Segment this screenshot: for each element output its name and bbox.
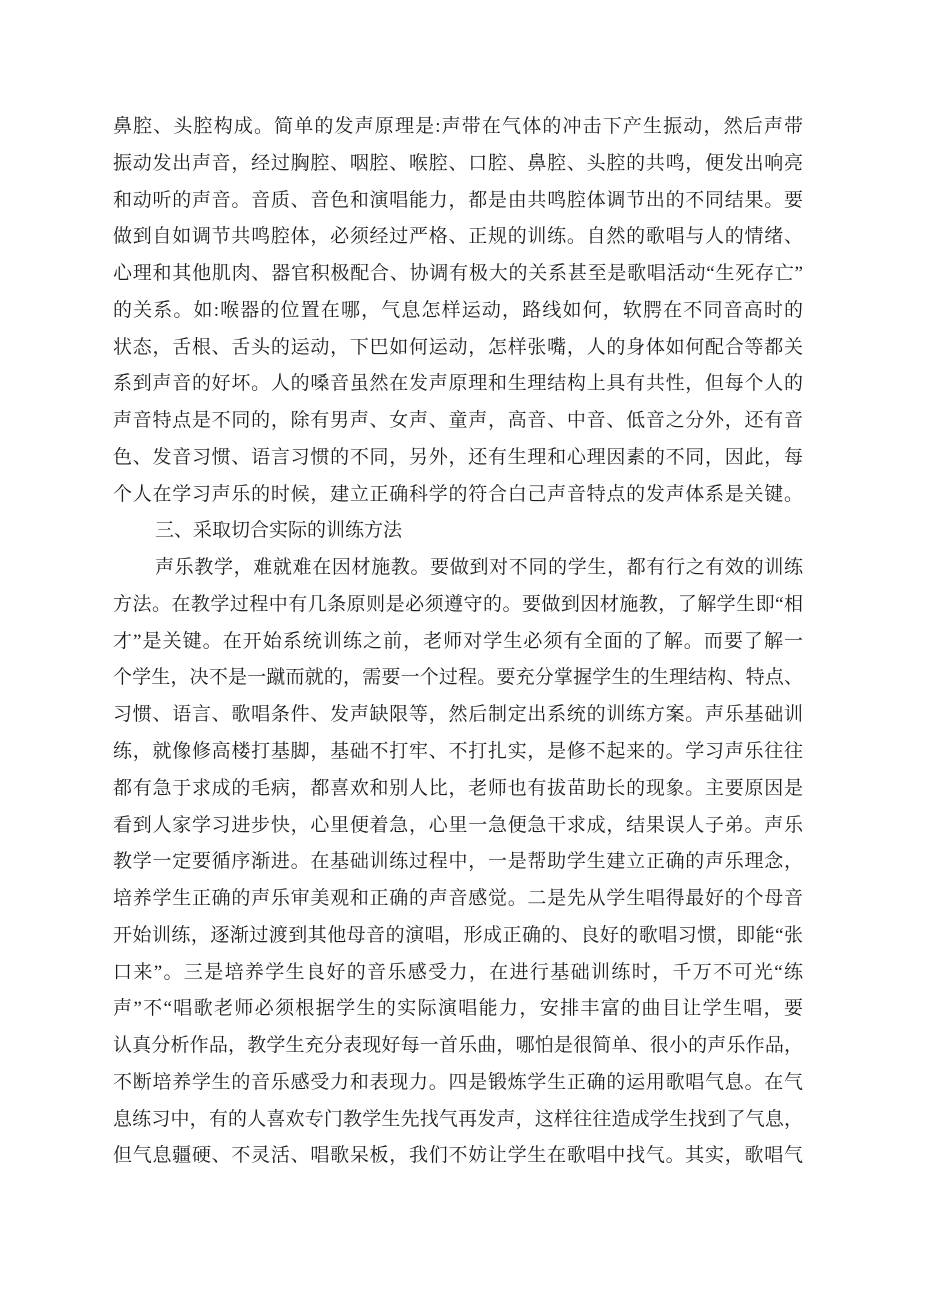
text-line: 才”是关键。在开始系统训练之前，老师对学生必须有全面的了解。而要了解一 <box>113 630 803 652</box>
text-line: 系到声音的好坏。人的嗓音虽然在发声原理和生理结构上具有共性，但每个人的 <box>113 373 803 395</box>
text-line: 开始训练，逐渐过渡到其他母音的演唱，形成正确的、良好的歌唱习惯，即能“张 <box>113 924 803 946</box>
text-line: 色、发音习惯、语言习惯的不同，另外，还有生理和心理因素的不同，因此，每 <box>113 446 803 468</box>
text-line: 声”不“唱歌老师必须根据学生的实际演唱能力，安排丰富的曲目让学生唱，要 <box>113 998 803 1020</box>
text-line: 鼻腔、头腔构成。简单的发声原理是:声带在气体的冲击下产生振动，然后声带 <box>113 116 803 137</box>
text-line: 状态，舌根、舌头的运动，下巴如何运动，怎样张嘴，人的身体如何配合等都关 <box>113 336 803 358</box>
text-line: 和动听的声音。音质、音色和演唱能力，都是由共鸣腔体调节出的不同结果。要 <box>113 189 803 211</box>
text-line: 心理和其他肌肉、器官积极配合、协调有极大的关系甚至是歌唱活动“生死存亡” <box>113 263 803 285</box>
text-line: 的关系。如:喉器的位置在哪，气息怎样运动，路线如何，软腭在不同音高时的 <box>113 299 803 321</box>
text-line: 个人在学习声乐的时候，建立正确科学的符合白己声音特点的发声体系是关键。 <box>113 483 803 505</box>
text-line: 习惯、语言、歌唱条件、发声缺限等，然后制定出系统的训练方案。声乐基础训 <box>113 704 803 726</box>
text-line: 看到人家学习进步快，心里便着急，心里一急便急干求成，结果误人子弟。声乐 <box>113 814 803 836</box>
text-line: 不断培养学生的音乐感受力和表现力。四是锻炼学生正确的运用歌唱气息。在气 <box>113 1071 803 1093</box>
text-line: 口来”。三是培养学生良好的音乐感受力，在进行基础训练时，千万不可光“练 <box>113 961 803 983</box>
text-line: 认真分析作品，教学生充分表现好每一首乐曲，哪怕是很简单、很小的声乐作品， <box>113 1035 803 1057</box>
text-line: 振动发出声音，经过胸腔、咽腔、喉腔、口腔、鼻腔、头腔的共鸣，便发出响亮 <box>113 152 803 174</box>
text-line: 息练习中，有的人喜欢专门教学生先找气再发声，这样往往造成学生找到了气息， <box>113 1108 803 1130</box>
section-heading: 三、采取切合实际的训练方法 <box>155 520 403 542</box>
text-line: 都有急于求成的毛病，都喜欢和别人比，老师也有拔苗助长的现象。主要原因是 <box>113 777 803 799</box>
text-block <box>113 109 803 1175</box>
text-line: 方法。在教学过程中有几条原则是必须遵守的。要做到因材施教，了解学生即“相 <box>113 593 803 615</box>
text-line: 但气息疆硬、不灵活、唱歌呆板，我们不妨让学生在歌唱中找气。其实，歌唱气 <box>113 1145 803 1167</box>
text-line: 做到自如调节共鸣腔体，必须经过严格、正规的训练。自然的歌唱与人的情绪、 <box>113 226 803 248</box>
text-line: 教学一定要循序渐进。在基础训练过程中，一是帮助学生建立正确的声乐理念， <box>113 851 803 873</box>
text-line: 个学生，决不是一蹴而就的，需要一个过程。要充分掌握学生的生理结构、特点、 <box>113 667 803 689</box>
text-line: 培养学生正确的声乐审美观和正确的声音感觉。二是先从学生唱得最好的个母音 <box>113 888 803 910</box>
text-line: 练，就像修高楼打基脚，基础不打牢、不打扎实，是修不起来的。学习声乐往往 <box>113 741 803 763</box>
text-line: 声乐教学，难就难在因材施教。要做到对不同的学生，都有行之有效的训练 <box>155 557 803 579</box>
text-line: 声音特点是不同的，除有男声、女声、童声，高音、中音、低音之分外，还有音 <box>113 410 803 432</box>
